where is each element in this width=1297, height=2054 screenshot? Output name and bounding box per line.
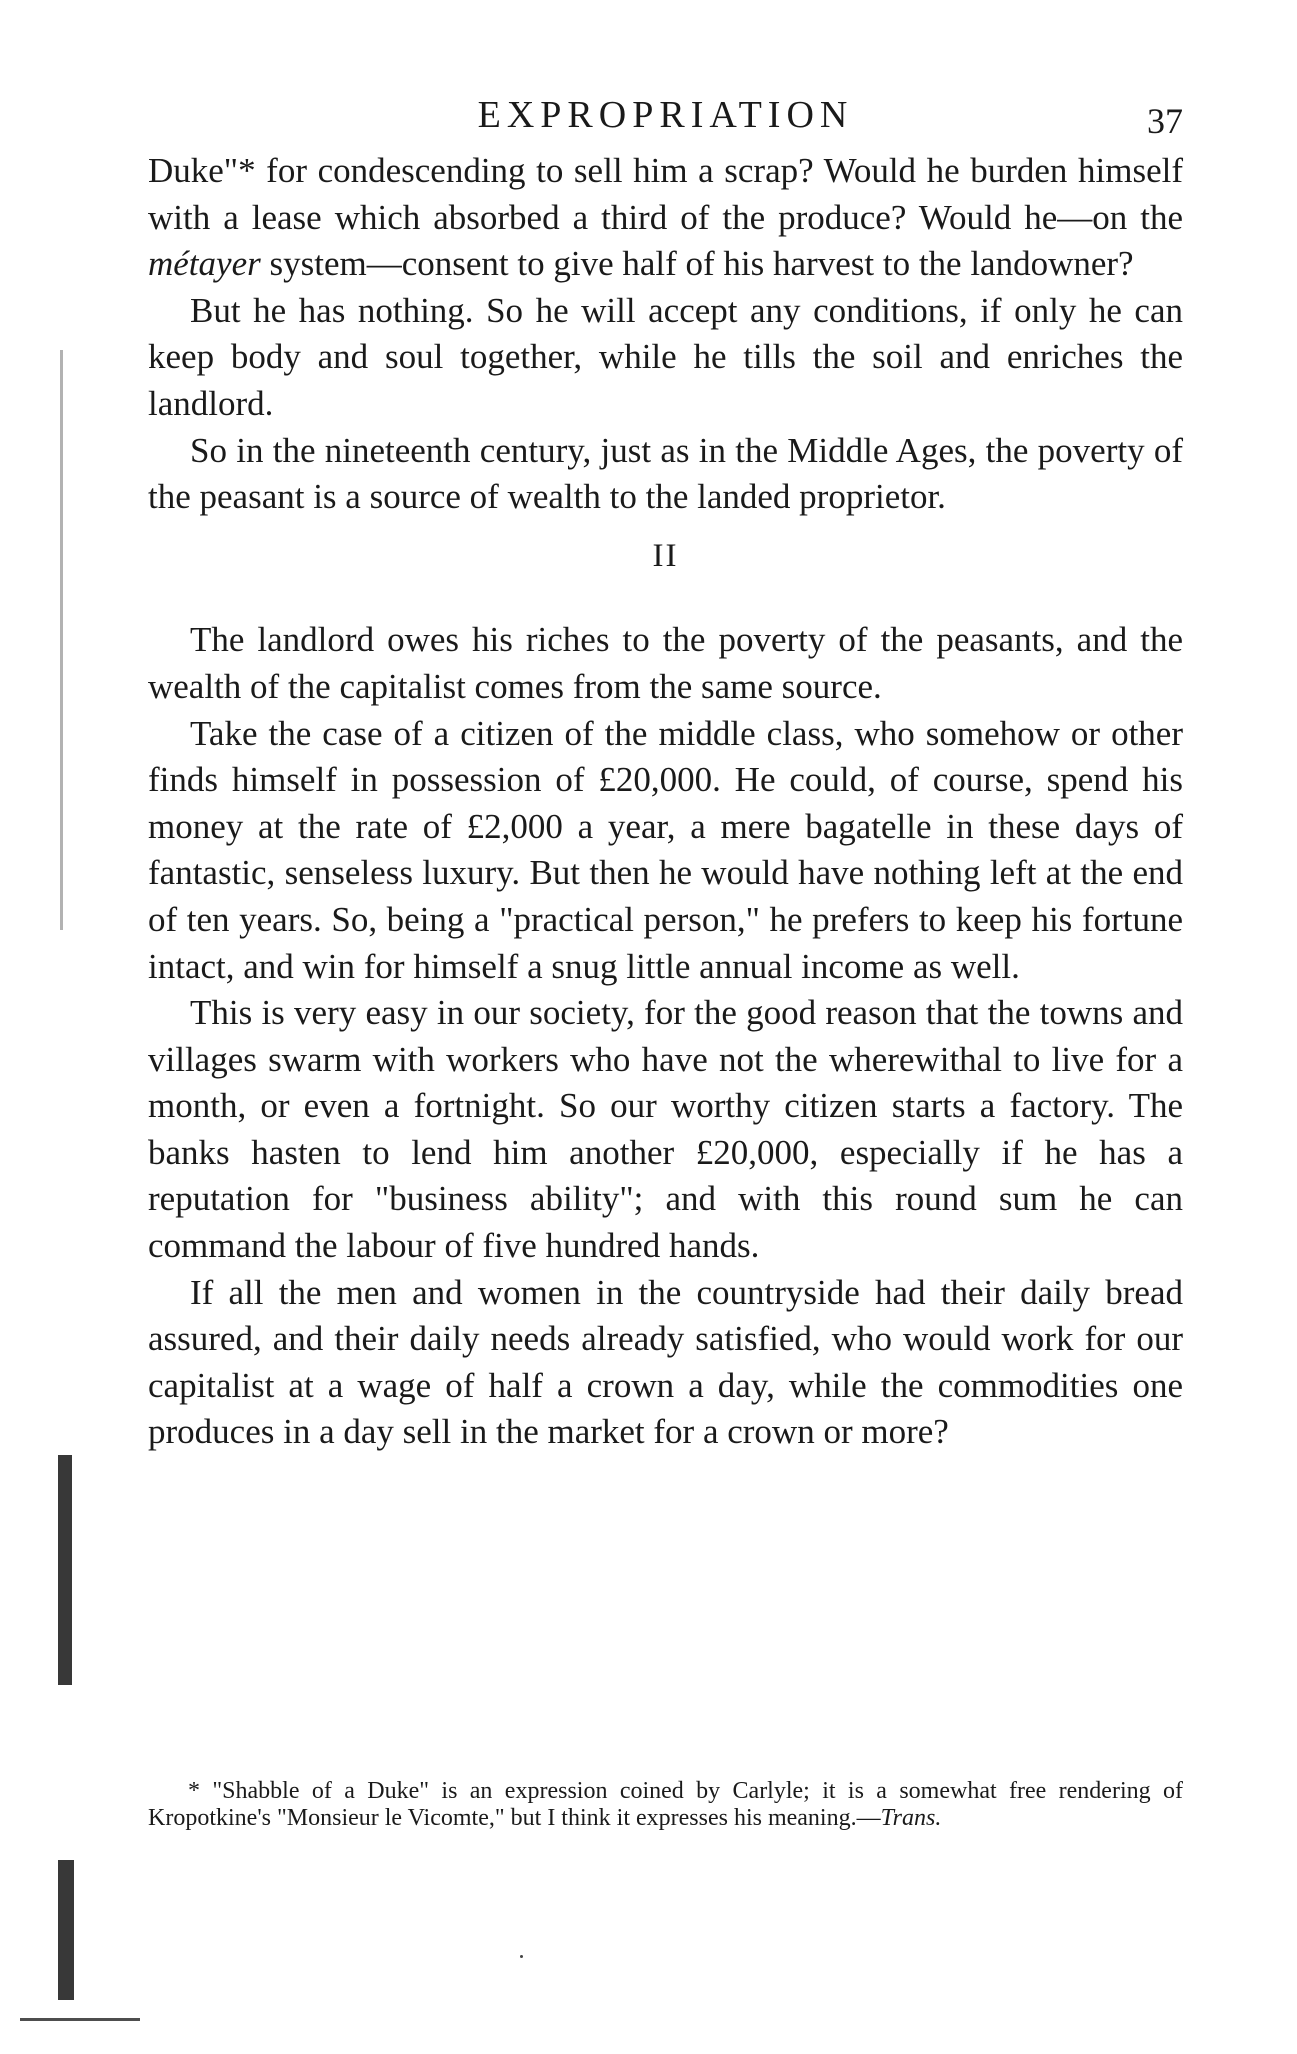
running-head: EXPROPRIATION	[477, 94, 854, 136]
paragraph-3: So in the nineteenth century, just as in the Middle Ages, the poverty of the peasant is a source of wealth to the landed proprietor.	[148, 430, 1183, 517]
footnote-text: * "Shabble of a Duke" is an expression coined by Carlyle; it is a somewhat free rendering of Kropotkine's "Monsieur le Vicomte," but I think it expresses his meaning.—	[148, 1778, 1183, 1831]
footnote-attribution: Trans.	[880, 1805, 942, 1831]
metayer-term: métayer	[148, 244, 261, 284]
section-heading: II	[652, 537, 679, 574]
page-header	[148, 90, 1183, 140]
paragraph-7: If all the men and women in the countryside had their daily bread assured, and their daily needs already satisfied, who would work for our capitalist at a wage of half a crown a day, while the commodities one produces in a day sell in the market for a crown or more?	[148, 1272, 1183, 1452]
paragraph-6: This is very easy in our society, for the good reason that the towns and villages swarm with workers who have not the wherewithal to live for a month, or even a fortnight. So our worthy citizen starts a factory. The banks hasten to lend him another £20,000, especially if he has a reputation for "business ability"; and with this round sum he can command the labour of five hundred hands.	[148, 993, 1183, 1266]
footnote-text-block	[148, 1778, 1183, 1832]
gutter-shadow-lower	[58, 1860, 74, 2000]
dust-speck	[520, 1955, 523, 1958]
paragraph-5: Take the case of a citizen of the middle class, who somehow or other finds himself in possession of £20,000. He could, of course, spend his money at the rate of £2,000 a year, a mere bagatelle in these days of fantastic, senseless luxury. But then he would have nothing left at the end of ten years. So, being a "practical person," he prefers to keep his fortune intact, and win for himself a snug little annual income as well.	[148, 713, 1183, 986]
footnote	[148, 1778, 1183, 1832]
body-text	[148, 148, 1183, 1456]
paragraph-1-text: Duke"* for condescending to sell him a scrap? Would he burden himself with a lease which absorbed a third of the produce? Would he—on the	[148, 151, 1183, 237]
gutter-shadow-upper	[60, 350, 63, 930]
paragraph-2: But he has nothing. So he will accept any conditions, if only he can keep body and soul together, while he tills the soil and enriches the landlord.	[148, 290, 1183, 423]
page-edge-line	[20, 2018, 140, 2021]
paragraph-4: The landlord owes his riches to the poverty of the peasants, and the wealth of the capitalist comes from the same source.	[148, 620, 1183, 706]
page-number: 37	[1147, 101, 1183, 141]
paragraph-1-end: system—consent to give half of his harvest to the landowner?	[269, 244, 1134, 284]
gutter-shadow-mid	[58, 1455, 72, 1685]
paragraph-1	[148, 148, 1183, 288]
